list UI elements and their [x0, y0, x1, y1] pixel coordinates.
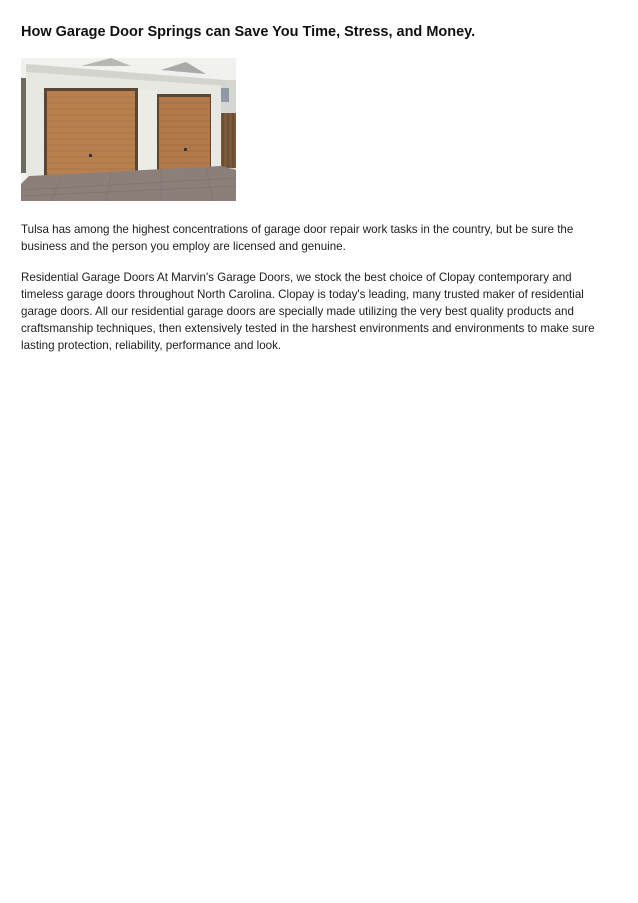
garage-photo	[21, 58, 236, 201]
document-page	[21, 22, 611, 354]
page-title: How Garage Door Springs can Save You Time, Stress, and Money.	[21, 24, 476, 40]
body-paragraph-1: Tulsa has among the highest concentrations of garage door repair work tasks in the country, but be sure the business and the person you employ are licensed and genuine.	[21, 223, 574, 253]
body-paragraph-2: Residential Garage Doors At Marvin's Garage Doors, we stock the best choice of Clopay contemporary and timeless garage doors throughout North Carolina. Clopay is today's leading, many trusted maker of residential garage doors. All our residential garage doors are specially made utilizing the very best quality products and craftsmanship techniques, then extensively tested in the harshest environments and environments to make sure lasting protection, reliability, performance and look.	[21, 271, 595, 352]
